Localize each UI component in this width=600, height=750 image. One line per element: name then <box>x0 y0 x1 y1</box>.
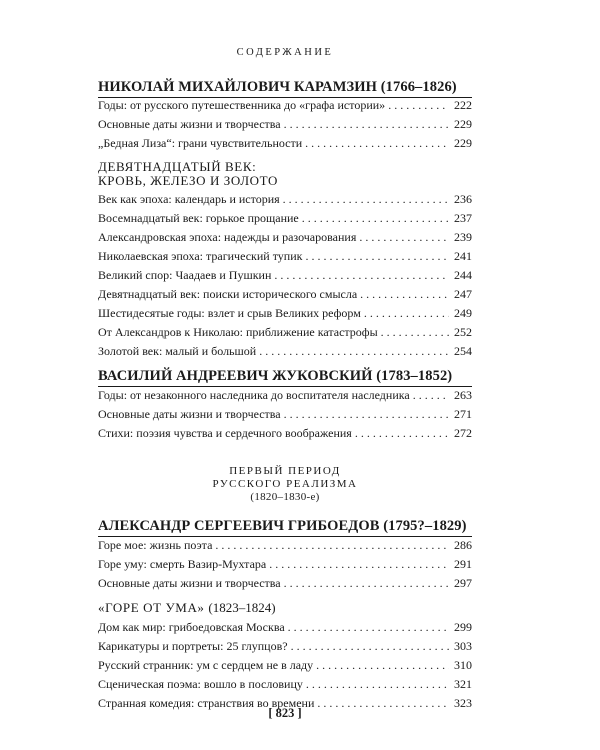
entry-page: 229 <box>454 136 472 150</box>
dot-leader <box>355 425 449 441</box>
toc-entry[interactable] <box>98 116 472 132</box>
toc-entry[interactable] <box>98 343 472 359</box>
entry-page: 247 <box>454 287 472 301</box>
toc-entry[interactable] <box>98 135 472 151</box>
entry-page: 323 <box>454 696 472 710</box>
toc-entry[interactable] <box>98 537 472 553</box>
entry-page: 249 <box>454 306 472 320</box>
toc-entry[interactable] <box>98 267 472 283</box>
dot-leader <box>291 638 449 654</box>
toc-entry[interactable] <box>98 638 472 654</box>
dot-leader <box>413 387 449 403</box>
toc-entry[interactable] <box>98 286 472 302</box>
entry-page: 244 <box>454 268 472 282</box>
entry-title: Дом как мир: грибоедовская Москва <box>98 620 285 634</box>
entry-page: 239 <box>454 230 472 244</box>
dot-leader <box>274 267 449 283</box>
entry-title: От Александров к Николаю: приближение катастрофы <box>98 325 378 339</box>
entry-page: 236 <box>454 192 472 206</box>
entry-title: „Бедная Лиза“: грани чувствительности <box>98 136 303 150</box>
toc-entry[interactable] <box>98 657 472 673</box>
entry-title: Годы: от незаконного наследника до воспитателя наследника <box>98 388 410 402</box>
toc-entry[interactable] <box>98 425 472 441</box>
entry-page: 310 <box>454 658 472 672</box>
entry-page: 272 <box>454 426 472 440</box>
entry-page: 297 <box>454 576 472 590</box>
dot-leader <box>283 191 449 207</box>
period-heading-line-1: ПЕРВЫЙ ПЕРИОД <box>229 465 341 477</box>
entry-page: 303 <box>454 639 472 653</box>
entry-page: 229 <box>454 117 472 131</box>
entry-title: Сценическая поэма: вошло в пословицу <box>98 677 303 691</box>
subsection-heading-gore <box>98 600 472 615</box>
entry-page: 271 <box>454 407 472 421</box>
entry-title: Шестидесятые годы: взлет и срыв Великих реформ <box>98 306 361 320</box>
toc-entry[interactable] <box>98 324 472 340</box>
period-heading-line-2: РУССКОГО РЕАЛИЗМА <box>212 478 358 490</box>
dot-leader <box>306 676 449 692</box>
entry-title: Горе мое: жизнь поэта <box>98 538 213 552</box>
entry-title: Годы: от русского путешественника до «графа истории» <box>98 98 386 112</box>
toc-entry[interactable] <box>98 210 472 226</box>
entry-title: Карикатуры и портреты: 25 глупцов? <box>98 639 288 653</box>
page-number: [ 823 ] <box>268 706 302 720</box>
dot-leader <box>269 556 449 572</box>
author-heading-griboedov: АЛЕКСАНДР СЕРГЕЕВИЧ ГРИБОЕДОВ (1795?–1829) <box>98 518 467 534</box>
entry-title: Золотой век: малый и большой <box>98 344 257 358</box>
toc-entry[interactable] <box>98 556 472 572</box>
subsection-title: «ГОРЕ ОТ УМА» <box>98 600 205 615</box>
toc-entry[interactable] <box>98 248 472 264</box>
subsection-heading-line-1: ДЕВЯТНАДЦАТЫЙ ВЕК: <box>98 159 257 174</box>
dot-leader <box>316 657 449 673</box>
entry-page: 263 <box>454 388 472 402</box>
dot-leader <box>359 229 449 245</box>
entry-title: Основные даты жизни и творчества <box>98 117 281 131</box>
toc-entry[interactable] <box>98 97 472 113</box>
entry-page: 321 <box>454 677 472 691</box>
entry-page: 222 <box>454 98 472 112</box>
entry-page: 241 <box>454 249 472 263</box>
entry-page: 299 <box>454 620 472 634</box>
dot-leader <box>215 537 449 553</box>
toc-page <box>98 0 472 750</box>
dot-leader <box>360 286 449 302</box>
entry-title: Основные даты жизни и творчества <box>98 576 281 590</box>
dot-leader <box>284 116 449 132</box>
period-dates <box>98 491 472 504</box>
dot-leader <box>305 135 449 151</box>
dot-leader <box>381 324 449 340</box>
toc-entry[interactable] <box>98 387 472 403</box>
dot-leader <box>305 248 449 264</box>
entry-title: Основные даты жизни и творчества <box>98 407 281 421</box>
toc-entry[interactable] <box>98 406 472 422</box>
entry-page: 252 <box>454 325 472 339</box>
dot-leader <box>259 343 449 359</box>
dot-leader <box>364 305 449 321</box>
author-heading-karamzin: НИКОЛАЙ МИХАЙЛОВИЧ КАРАМЗИН (1766–1826) <box>98 79 457 95</box>
entry-title: Странная комедия: странствия во времени <box>98 696 315 710</box>
entry-title: Александровская эпоха: надежды и разочарования <box>98 230 357 244</box>
entry-title: Девятнадцатый век: поиски исторического смысла <box>98 287 358 301</box>
dot-leader <box>388 97 449 113</box>
subsection-heading-line-2: КРОВЬ, ЖЕЛЕЗО И ЗОЛОТО <box>98 173 279 188</box>
dot-leader <box>302 210 449 226</box>
entry-title: Век как эпоха: календарь и история <box>98 192 280 206</box>
period-dates-text: (1820–1830-е) <box>250 491 320 503</box>
entry-title: Стихи: поэзия чувства и сердечного воображения <box>98 426 352 440</box>
toc-entry[interactable] <box>98 676 472 692</box>
entry-title: Великий спор: Чаадаев и Пушкин <box>98 268 272 282</box>
entry-title: Восемнадцатый век: горькое прощание <box>98 211 299 225</box>
entry-page: 286 <box>454 538 472 552</box>
entry-title: Русский странник: ум с сердцем не в ладу <box>98 658 314 672</box>
subsection-dates: (1823–1824) <box>208 600 276 615</box>
toc-entry[interactable] <box>98 191 472 207</box>
dot-leader <box>284 406 449 422</box>
dot-leader <box>288 619 449 635</box>
toc-entry[interactable] <box>98 305 472 321</box>
entry-title: Горе уму: смерть Вазир-Мухтара <box>98 557 267 571</box>
toc-entry[interactable] <box>98 575 472 591</box>
running-header: СОДЕРЖАНИЕ <box>236 47 334 58</box>
entry-title: Николаевская эпоха: трагический тупик <box>98 249 303 263</box>
dot-leader <box>284 575 449 591</box>
entry-page: 237 <box>454 211 472 225</box>
entry-page: 291 <box>454 557 472 571</box>
entry-page: 254 <box>454 344 472 358</box>
author-heading-zhukovsky: ВАСИЛИЙ АНДРЕЕВИЧ ЖУКОВСКИЙ (1783–1852) <box>98 368 453 384</box>
toc-entry[interactable] <box>98 619 472 635</box>
toc-entry[interactable] <box>98 229 472 245</box>
